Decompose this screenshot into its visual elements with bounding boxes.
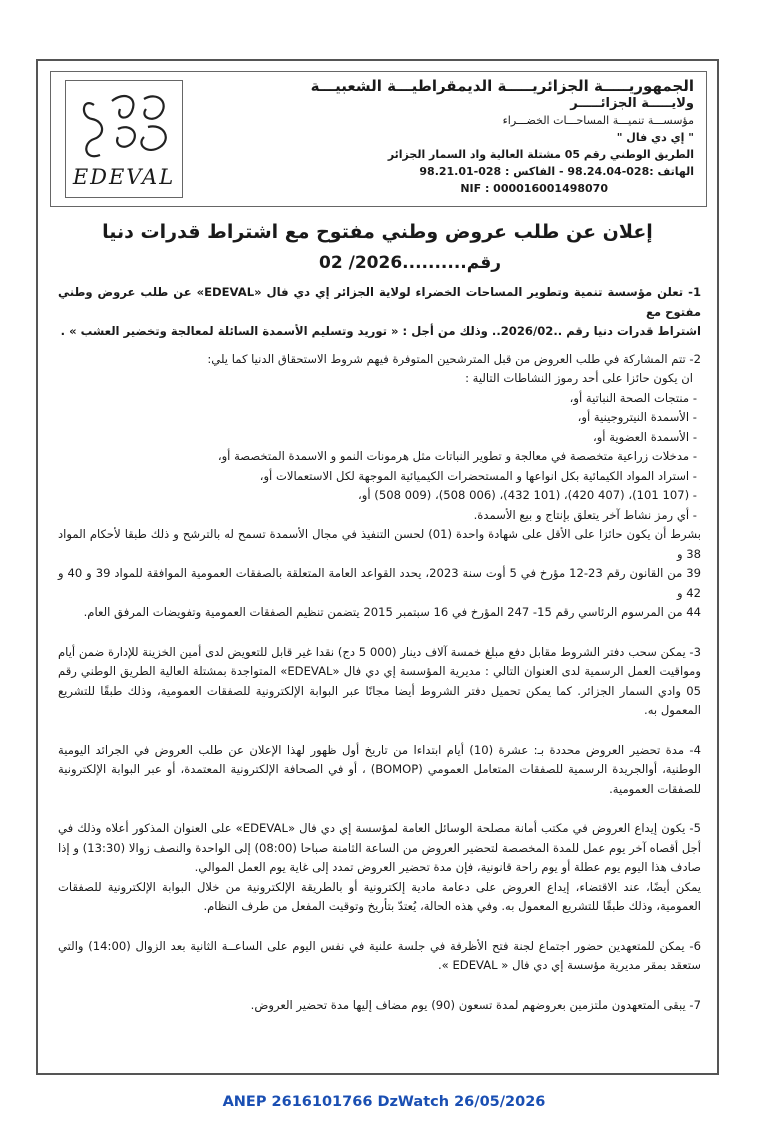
section-2-item: - استراد المواد الكيمائية بكل انواعها و المستحضرات الكيميائية الموجهة لكل الاستعمالات أو، <box>259 468 697 483</box>
institution-name: مؤسســـة تنميـــة المساحـــات الخضـــراء <box>502 114 694 127</box>
section-2-item: - (107 101)، (407 420)، (101 432)، (006 508)، (009 508) أو، <box>358 488 697 502</box>
section-6: 6- يمكن للمتعهدين حضور اجتماع لجنة فتح الأظرفة في جلسة علنية في نفس اليوم على الساعــة الثانية بعد الزوال (14:00) والتي ستعقد بمقر مديرية مؤسسة إي دي فال « EDEVAL ». <box>58 938 701 972</box>
phone-fax: الهاتف :028-98.24.04 - الفاكس : 028-98.21.01 <box>419 165 694 178</box>
nif-number: NIF : 000016001498070 <box>460 182 608 195</box>
wilaya-name: ولايـــــة الجزائـــــر <box>570 96 694 111</box>
anep-footer: ANEP 2616101766 DzWatch 26/05/2026 <box>222 1094 546 1110</box>
announcement-reference: رقم..........2026/ 02 <box>319 253 501 273</box>
section-1-line-1: 1- تعلن مؤسسة تنمية وتطوير المساحات الخضراء لولاية الجزائر إي دي فال «EDEVAL» عن طلب عروض وطني مفتوح مع <box>58 285 702 319</box>
section-2-item: - أي رمز نشاط آخر يتعلق بإنتاج و بيع الأسمدة. <box>473 507 697 522</box>
institution-short-name: " إي دي فال " <box>616 131 694 144</box>
section-5-electronic: يمكن أيضًا، عند الاقتضاء، إيداع العروض على دعامة مادية إلكترونية أو بالطريقة الإلكترونية من خلال البوابة الإلكترونية للصفقات العمومية، وذلك طبقًا للتشريع المعمول به. وفي هذه الحالة، يُعتدّ بتأريخ وتوقيت المفعل من طرف النظام. <box>58 879 701 913</box>
logo-text: EDEVAL <box>72 165 176 189</box>
logo-mark-icon <box>74 87 174 167</box>
section-7: 7- يبقى المتعهدون ملتزمين بعروضهم لمدة تسعون (90) يوم مضاف إليها مدة تحضير العروض. <box>250 997 701 1012</box>
section-5: 5- يكون إيداع العروض في مكتب أمانة مصلحة الوسائل العامة لمؤسسة إي دي فال «EDEVAL» على العنوان المذكور أعلاه وذلك في أجل أقصاه آخر يوم عمل للمدة المخصصة لتحضير العروض من الساعة الثامنة صباحا (08:00) إلى الواحدة والنصف زوالا (13:30) و إذا صادف هذا اليوم يوم عطلة أو يوم راحة قانونية، فإن مدة تحضير العروض تمدد إلى غاية يوم العمل الموالي. <box>58 821 702 874</box>
section-2-condition: 39 من القانون رقم 23-12 مؤرخ في 5 أوت سنة 2023، يحدد القواعد العامة المتعلقة بالصفقات العمومية الموافقة للمواد 39 و 40 و 42 و <box>58 566 701 600</box>
section-1-line-2: اشتراط قدرات دنيا رقم ..2026/02.. وذلك من أجل : « توريد وتسليم الأسمدة السائلة لمعالجة وتخضير العشب » . <box>60 324 701 338</box>
section-2-item: - الأسمدة العضوية أو، <box>592 429 697 444</box>
section-4: 4- مدة تحضير العروض محددة بـ: عشرة (10) أيام ابتداءا من تاريخ أول ظهور لهذا الإعلان عن طلب العروض في الجرائد اليومية الوطنية، أوالجريدة الرسمية للصفقات المتعامل العمومي (BOMOP) ، أو في الصحافة الإلكترونية المعتمدة، أو عبر البوابة الإلكترونية للصفقات العمومية. <box>58 742 702 796</box>
section-2-condition: بشرط أن يكون حائزا على الأقل على شهادة واحدة (01) لحسن التنفيذ في مجال الأسمدة تسمح له بالترشح و ذلك طبقا لأحكام المواد 38 و <box>58 527 701 561</box>
announcement-body <box>58 283 701 1015</box>
edeval-logo <box>65 80 183 198</box>
letterhead <box>50 71 707 207</box>
section-2-intro: 2- تتم المشاركة في طلب العروض من قبل المترشحين المتوفرة فيهم شروط الاستحقاق الدنيا كما يلي: <box>207 351 701 366</box>
section-2-item: - الأسمدة النيتروجينية أو، <box>577 410 697 424</box>
section-2-item: - مدخلات زراعية متخصصة في معالجة و تطوير النباتات مثل هرمونات النمو و الاسمدة المتخصصة أو، <box>217 449 697 463</box>
section-2-list-header: ان يكون حائزا على أحد رموز النشاطات التالية : <box>465 371 693 385</box>
section-3: 3- يمكن سحب دفتر الشروط مقابل دفع مبلغ خمسة آلاف دينار (000 5 دج) نقدا غير قابل للتعويض لدى أمين الخزينة للإدارة ضمن أيام ومواقيت العمل الرسمية لدى العنوان التالي : مديرية المؤسسة إي دي فال «EDEVAL» المتواجدة بمشتلة العالية الطريق الوطني رقم 05 وادي السمار الجزائر. كما يمكن تحميل دفتر الشروط أيضا مجانًا عبر البوابة الإلكترونية للصفقات العمومية، وذلك طبقًا للتشريع المعمول به. <box>58 644 702 717</box>
section-2-condition: 44 من المرسوم الرئاسي رقم 15- 247 المؤرخ في 16 سبتمبر 2015 يتضمن تنظيم الصفقات العمومية وتفويضات المرفق العام. <box>83 605 701 619</box>
republic-name: الجمهوريـــــة الجزائريـــــة الديمقراطيـــة الشعبيـــة <box>310 77 694 95</box>
document-frame <box>36 59 719 1075</box>
announcement-title: إعلان عن طلب عروض وطني مفتوح مع اشتراط قدرات دنيا <box>102 221 653 243</box>
address: الطريق الوطني رقم 05 مشتلة العالية واد السمار الجزائر <box>387 148 694 161</box>
section-2-item: - منتجات الصحة النباتية أو، <box>569 390 697 405</box>
